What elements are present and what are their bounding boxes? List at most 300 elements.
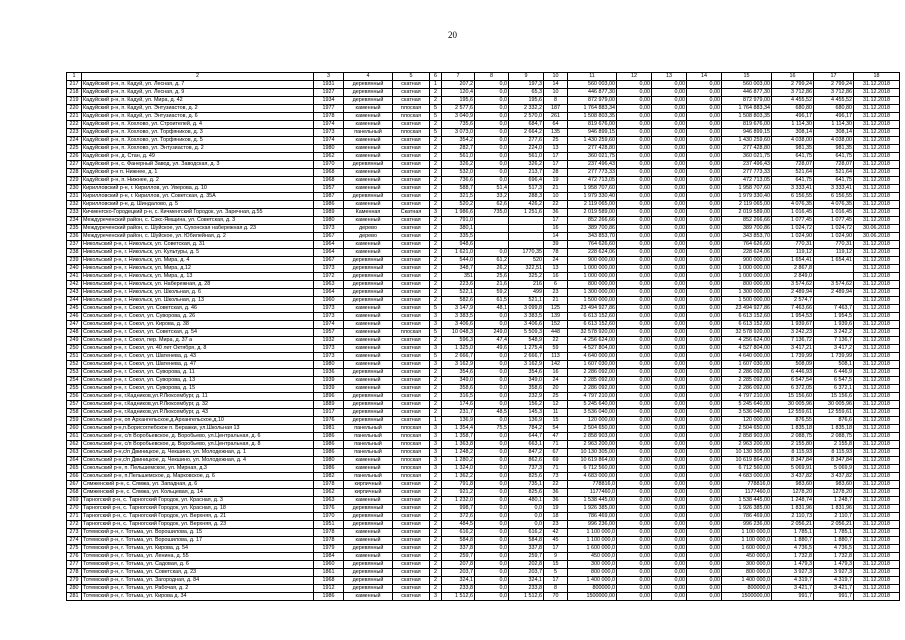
table-cell-col11: 1500000,00: [568, 593, 617, 601]
table-cell-col17: 5 069,9: [814, 465, 854, 473]
table-cell-col13: 0,00: [652, 289, 687, 297]
table-cell-col1: 260: [67, 425, 82, 433]
table-cell-col16: 1 654,41: [772, 257, 814, 265]
table-cell-col5: плоская: [393, 433, 430, 441]
table-cell-col13: 0,00: [652, 473, 687, 481]
table-cell-col7: 324,1: [442, 577, 475, 585]
table-cell-col3: 1982: [314, 473, 344, 481]
table-cell-col12: 0,00: [617, 553, 652, 561]
table-cell-col3: 1960: [314, 297, 344, 305]
table-cell-col1: 218: [67, 89, 82, 97]
table-cell-col3: 1968: [314, 577, 344, 585]
table-cell-col6: 2: [430, 585, 442, 593]
table-cell-col12: 0,00: [617, 209, 652, 217]
table-cell-col7: 1 621,0: [442, 249, 475, 257]
table-cell-col18: 31.12.2018: [854, 241, 900, 249]
table-cell-col3: 1978: [314, 481, 344, 489]
table-cell-col11: 120 000,00: [568, 417, 617, 425]
table-cell-col2: Сокольский р-н, г. Сокол, ул. Суворова, д. 11: [82, 369, 314, 377]
table-cell-col16: 521,64: [772, 169, 814, 177]
table-row: [67, 441, 900, 449]
table-cell-col6: 2: [430, 121, 442, 129]
table-cell-col4: каменный: [344, 529, 393, 537]
table-cell-col17: 2 155,8: [814, 441, 854, 449]
table-cell-col12: 0,00: [617, 281, 652, 289]
table-cell-col17: 7 136,7: [814, 337, 854, 345]
table-row: [67, 537, 900, 545]
table-cell-col8: 0,0: [475, 113, 509, 121]
table-cell-col12: 0,00: [617, 585, 652, 593]
table-cell-col2: Сокольский р-н, г. Сокол, ул. Советская, д. 54: [82, 329, 314, 337]
table-cell-col9: 233,8: [509, 585, 544, 593]
table-cell-col10: 24: [544, 377, 568, 385]
table-cell-col9: 426,2: [509, 201, 544, 209]
table-cell-col1: 217: [67, 81, 82, 89]
table-cell-col2: Никольский р-н, г. Никольск, ул. Школьная, д. 13: [82, 297, 314, 305]
table-cell-col6: 2: [430, 577, 442, 585]
table-cell-col4: каменный: [344, 345, 393, 353]
table-cell-col6: 2: [430, 377, 442, 385]
table-cell-col3: 1980: [314, 217, 344, 225]
table-cell-col2: Кадуйский р-н, п. Кадуй, ул. Энтузиастов, д. 6: [82, 113, 314, 121]
table-cell-col5: скатная: [393, 321, 430, 329]
table-cell-col4: каменный: [344, 537, 393, 545]
table-row: [67, 513, 900, 521]
table-cell-col14: 0,00: [687, 145, 722, 153]
header-cell-14: 14: [687, 73, 722, 81]
table-cell-col3: 1931: [314, 81, 344, 89]
table-cell-col7: 207,2: [442, 81, 475, 89]
table-cell-col14: 0,00: [687, 313, 722, 321]
table-cell-col2: Сокольский р-н, г. Сокол, ул. Шатенева, д. 47: [82, 361, 314, 369]
table-cell-col5: скатная: [393, 257, 430, 265]
table-cell-col13: 0,00: [652, 521, 687, 529]
table-cell-col17: 728,07: [814, 161, 854, 169]
table-row: [67, 505, 900, 513]
table-row: [67, 337, 900, 345]
table-cell-col11: 2 019 589,00: [568, 209, 617, 217]
table-cell-col10: 22: [544, 481, 568, 489]
table-cell-col10: 47: [544, 433, 568, 441]
table-cell-col7: 1 354,4: [442, 425, 475, 433]
table-cell-col13: 0,00: [652, 257, 687, 265]
table-cell-col8: 0,0: [475, 369, 509, 377]
table-cell-col15: 23 494 927,86: [722, 305, 772, 313]
table-cell-col8: [475, 241, 509, 249]
table-cell-col18: 31.12.2018: [854, 193, 900, 201]
table-cell-col3: 1980: [314, 361, 344, 369]
table-cell-col18: 31.12.2018: [854, 113, 900, 121]
table-cell-col14: 0,00: [687, 81, 722, 89]
table-cell-col5: скатная: [393, 153, 430, 161]
table-cell-col1: 263: [67, 449, 82, 457]
table-cell-col8: 61,5: [475, 297, 509, 305]
table-cell-col15: 277 773,33: [722, 169, 772, 177]
table-cell-col12: 0,00: [617, 465, 652, 473]
table-cell-col9: 202,8: [509, 561, 544, 569]
table-cell-col14: 0,00: [687, 361, 722, 369]
table-cell-col9: 224,0: [509, 145, 544, 153]
table-cell-col8: 0,0: [475, 561, 509, 569]
table-cell-col15: 1500000,00: [722, 593, 772, 601]
table-cell-col2: Сокольский р-н, г. Сокол, ул. Кирова, д. 38: [82, 321, 314, 329]
table-cell-col14: 0,00: [687, 97, 722, 105]
table-row: [67, 129, 900, 137]
table-cell-col9: 65,3: [509, 89, 544, 97]
table-cell-col13: 0,00: [652, 409, 687, 417]
table-cell-col18: 31.12.2018: [854, 537, 900, 545]
table-cell-col8: 33,2: [475, 193, 509, 201]
table-cell-col11: 1 926 385,00: [568, 505, 617, 513]
table-row: [67, 193, 900, 201]
table-cell-col14: 0,00: [687, 553, 722, 561]
table-cell-col5: плоская: [393, 449, 430, 457]
table-cell-col10: 16: [544, 273, 568, 281]
table-cell-col10: 36: [544, 489, 568, 497]
table-cell-col12: 0,00: [617, 297, 652, 305]
table-cell-col4: деревянный: [344, 521, 393, 529]
table-row: [67, 225, 900, 233]
table-cell-col6: 2: [430, 553, 442, 561]
table-cell-col2: Никольский р-н, г. Никольск, ул. Советская, д. 31: [82, 241, 314, 249]
table-cell-col15: 1 764 883,34: [722, 105, 772, 113]
table-cell-col12: 0,00: [617, 113, 652, 121]
table-cell-col2: Междуреченский район, с. Шуйское, ул. Юбилейная, д. 2: [82, 233, 314, 241]
table-cell-col18: 31.12.2018: [854, 409, 900, 417]
table-row: [67, 113, 900, 121]
table-cell-col2: Кирилловский р-н, г. Кириллов, ул. Уверова, д. 10: [82, 185, 314, 193]
table-cell-col3: 1973: [314, 345, 344, 353]
table-cell-col17: 1 016,45: [814, 209, 854, 217]
table-cell-col4: панельный: [344, 473, 393, 481]
table-cell-col3: 1962: [314, 489, 344, 497]
table-cell-col14: 0,00: [687, 177, 722, 185]
table-cell-col7: 174,6: [442, 401, 475, 409]
table-cell-col10: 10: [544, 89, 568, 97]
table-cell-col6: 2: [430, 393, 442, 401]
table-cell-col6: 2: [430, 193, 442, 201]
table-cell-col9: 3 383,5: [509, 313, 544, 321]
table-cell-col11: 2 504 650,00: [568, 425, 617, 433]
table-cell-col12: 0,00: [617, 121, 652, 129]
table-cell-col2: Кадуйский р-н, п. Кадуй, ул. Лесная, д. 9: [82, 89, 314, 97]
table-cell-col9: 326,2: [509, 161, 544, 169]
table-row: [67, 249, 900, 257]
table-cell-col13: 0,00: [652, 265, 687, 273]
table-cell-col4: деревянный: [344, 89, 393, 97]
table-cell-col6: 1: [430, 81, 442, 89]
table-cell-col1: 273: [67, 529, 82, 537]
table-cell-col8: 0,0: [475, 457, 509, 465]
table-cell-col7: 3 147,9: [442, 305, 475, 313]
table-cell-col4: каменный: [344, 329, 393, 337]
table-cell-col10: 71: [544, 441, 568, 449]
table-cell-col6: 3: [430, 441, 442, 449]
table-cell-col3: 1986: [314, 201, 344, 209]
table-cell-col12: 0,00: [617, 289, 652, 297]
table-row: [67, 273, 900, 281]
table-cell-col9: 288,3: [509, 193, 544, 201]
table-cell-col15: 4 527 804,00: [722, 345, 772, 353]
table-cell-col4: панельный: [344, 433, 393, 441]
table-cell-col17: 680,80: [814, 105, 854, 113]
table-row: [67, 577, 900, 585]
table-cell-col2: Тотемский р-н, г. Тотьма, ул. Кирова д. 34: [82, 593, 314, 601]
table-cell-col16: 2 867,8: [772, 265, 814, 273]
table-cell-col15: 2 119 065,00: [722, 201, 772, 209]
table-cell-col15: 6 613 152,60: [722, 321, 772, 329]
table-cell-col16: 1 024,72: [772, 225, 814, 233]
table-cell-col4: панельный: [344, 441, 393, 449]
table-cell-col18: 31.12.2018: [854, 385, 900, 393]
table-cell-col16: 1 739,99: [772, 353, 814, 361]
table-cell-col5: плоская: [393, 425, 430, 433]
table-cell-col10: 15: [544, 561, 568, 569]
table-cell-col7: 316,5: [442, 393, 475, 401]
table-cell-col6: 2: [430, 97, 442, 105]
table-cell-col8: 0,0: [475, 449, 509, 457]
table-cell-col10: 22: [544, 201, 568, 209]
table-cell-col3: 1889: [314, 401, 344, 409]
table-cell-col6: 2: [430, 241, 442, 249]
table-cell-col8: 0,0: [475, 537, 509, 545]
table-cell-col1: 230: [67, 185, 82, 193]
table-cell-col12: 0,00: [617, 321, 652, 329]
table-cell-col15: 1 508 803,35: [722, 113, 772, 121]
table-cell-col14: 0,00: [687, 89, 722, 97]
table-cell-col18: 31.12.2018: [854, 577, 900, 585]
table-row: [67, 89, 900, 97]
table-cell-col1: 232: [67, 201, 82, 209]
table-cell-col2: Кичменгско-Городецкий р-н, с. Кичменгский Городок, ул. Заречная, д.55: [82, 209, 314, 217]
table-row: [67, 401, 900, 409]
table-cell-col10: 23: [544, 521, 568, 529]
header-cell-17: 17: [814, 73, 854, 81]
table-cell-col11: 2 963 200,00: [568, 441, 617, 449]
table-cell-col4: деревянный: [344, 417, 393, 425]
table-cell-col1: 238: [67, 249, 82, 257]
table-cell-col12: 0,00: [617, 457, 652, 465]
table-cell-col15: 4 256 624,00: [722, 337, 772, 345]
table-row: [67, 593, 900, 601]
table-cell-col11: 343 853,70: [568, 233, 617, 241]
table-cell-col16: 2 489,94: [772, 289, 814, 297]
table-cell-col5: скатная: [393, 273, 430, 281]
table-cell-col14: 0,00: [687, 209, 722, 217]
table-cell-col13: 0,00: [652, 417, 687, 425]
table-cell-col6: 2: [430, 281, 442, 289]
table-cell-col6: 2: [430, 153, 442, 161]
table-cell-col8: 0,0: [475, 441, 509, 449]
table-cell-col8: 0,0: [475, 105, 509, 113]
table-cell-col10: 8: [544, 97, 568, 105]
table-cell-col12: 0,00: [617, 417, 652, 425]
table-cell-col9: 696,4: [509, 177, 544, 185]
table-cell-col9: 337,8: [509, 545, 544, 553]
table-cell-col3: 1986: [314, 465, 344, 473]
table-row: [67, 489, 900, 497]
table-cell-col4: каменный: [344, 201, 393, 209]
table-cell-col12: 0,00: [617, 521, 652, 529]
table-cell-col8: 0,0: [475, 161, 509, 169]
table-cell-col16: 1 732,8: [772, 553, 814, 561]
table-cell-col9: [509, 241, 544, 249]
table-cell-col18: 31.12.2018: [854, 401, 900, 409]
table-cell-col17: 3 574,62: [814, 281, 854, 289]
table-cell-col9: 203,7: [509, 569, 544, 577]
table-cell-col15: 1 979 330,40: [722, 193, 772, 201]
table-cell-col12: 0,00: [617, 529, 652, 537]
table-cell-col17: 983,60: [814, 481, 854, 489]
table-cell-col18: 31.12.2018: [854, 377, 900, 385]
table-cell-col3: 1974: [314, 137, 344, 145]
table-cell-col4: деревянный: [344, 265, 393, 273]
table-cell-col14: 0,00: [687, 217, 722, 225]
table-cell-col15: 4 640 000,00: [722, 353, 772, 361]
table-cell-col12: 0,00: [617, 401, 652, 409]
table-cell-col4: каменный: [344, 385, 393, 393]
table-cell-col17: 6 446,9: [814, 369, 854, 377]
table-cell-col2: Сокольский р-н, г. Сокол, ул. Суворова, д. 26: [82, 313, 314, 321]
table-row: [67, 553, 900, 561]
table-cell-col9: 197,3: [509, 81, 544, 89]
table-cell-col1: 271: [67, 513, 82, 521]
table-cell-col4: деревянный: [344, 289, 393, 297]
table-cell-col12: 0,00: [617, 273, 652, 281]
table-cell-col15: 1 538 445,00: [722, 497, 772, 505]
table-cell-col3: 1986: [314, 441, 344, 449]
table-cell-col9: 324,1: [509, 577, 544, 585]
table-cell-col2: Междуреченский район, с. Шуйское, ул. Сухонская набережная д. 23: [82, 225, 314, 233]
table-cell-col4: каменный: [344, 305, 393, 313]
table-cell-col3: 1980: [314, 145, 344, 153]
table-cell-col9: 737,3: [509, 465, 544, 473]
table-cell-col17: 4 736,5: [814, 545, 854, 553]
table-cell-col15: 5 245 640,00: [722, 401, 772, 409]
table-cell-col10: 10: [544, 193, 568, 201]
table-cell-col17: 641,75: [814, 153, 854, 161]
table-cell-col15: 2 019 589,00: [722, 209, 772, 217]
table-cell-col16: 641,75: [772, 177, 814, 185]
table-cell-col14: 0,00: [687, 449, 722, 457]
table-cell-col7: 561,0: [442, 153, 475, 161]
table-cell-col18: 31.12.2018: [854, 345, 900, 353]
table-cell-col17: [814, 265, 854, 273]
table-cell-col6: 2: [430, 249, 442, 257]
table-cell-col13: 0,00: [652, 545, 687, 553]
table-cell-col11: 1 500 000,00: [568, 297, 617, 305]
table-cell-col7: 321,5: [442, 193, 475, 201]
table-cell-col15: 2 285 092,00: [722, 377, 772, 385]
table-cell-col5: скатная: [393, 377, 430, 385]
table-cell-col10: 19: [544, 177, 568, 185]
table-cell-col18: 31.12.2018: [854, 313, 900, 321]
table-cell-col7: 616,2: [442, 529, 475, 537]
table-cell-col5: скатная: [393, 97, 430, 105]
table-cell-col15: 946 899,15: [722, 129, 772, 137]
table-cell-col9: 499: [509, 289, 544, 297]
table-cell-col11: 277 773,33: [568, 169, 617, 177]
table-cell-col17: 30 005,96: [814, 401, 854, 409]
table-cell-col14: 0,00: [687, 345, 722, 353]
table-cell-col1: 246: [67, 313, 82, 321]
table-cell-col6: 3: [430, 433, 442, 441]
table-cell-col12: 0,00: [617, 577, 652, 585]
table-cell-col8: 0,0: [475, 401, 509, 409]
table-cell-col11: 764 626,60: [568, 241, 617, 249]
table-cell-col7: 195,6: [442, 97, 475, 105]
table-cell-col8: 59,2: [475, 289, 509, 297]
table-cell-col15: 10 130 305,00: [722, 449, 772, 457]
table-row: [67, 121, 900, 129]
table-cell-col16: 3 712,86: [772, 89, 814, 97]
table-cell-col5: скатная: [393, 577, 430, 585]
table-cell-col13: 0,00: [652, 273, 687, 281]
table-cell-col16: 3 574,62: [772, 281, 814, 289]
table-cell-col7: 203,7: [442, 569, 475, 577]
table-cell-col3: 1967: [314, 233, 344, 241]
table-row: [67, 281, 900, 289]
table-cell-col4: деревянный: [344, 193, 393, 201]
table-cell-col15: 2 504 650,00: [722, 425, 772, 433]
table-cell-col3: 1917: [314, 409, 344, 417]
table-cell-col15: 1 100 000,0: [722, 537, 772, 545]
table-cell-col1: 220: [67, 105, 82, 113]
table-cell-col2: Тарногский р-н, с. Тарногский Городок, ул. Верхняя, д. 21: [82, 513, 314, 521]
table-cell-col5: скатная: [393, 369, 430, 377]
table-cell-col1: 253: [67, 369, 82, 377]
table-cell-col8: 249,0: [475, 329, 509, 337]
table-cell-col12: 0,00: [617, 361, 652, 369]
table-cell-col4: деревянный: [344, 569, 393, 577]
header-cell-16: 16: [772, 73, 814, 81]
table-cell-col3: 1981: [314, 425, 344, 433]
table-cell-col17: 770,31: [814, 241, 854, 249]
table-cell-col18: 31.12.2018: [854, 449, 900, 457]
table-cell-col1: 277: [67, 561, 82, 569]
table-cell-col3: 1976: [314, 417, 344, 425]
table-cell-col12: 0,00: [617, 185, 652, 193]
table-cell-col4: каменный: [344, 145, 393, 153]
table-cell-col13: 0,00: [652, 113, 687, 121]
table-cell-col4: каменный: [344, 593, 393, 601]
table-cell-col11: 1 430 259,60: [568, 137, 617, 145]
table-cell-col1: 224: [67, 137, 82, 145]
header-cell-5: 5: [393, 73, 430, 81]
table-cell-col12: 0,00: [617, 217, 652, 225]
table-cell-col5: скатная: [393, 401, 430, 409]
table-cell-col18: 31.12.2018: [854, 145, 900, 153]
table-cell-col8: 0,0: [475, 393, 509, 401]
table-cell-col14: 0,00: [687, 441, 722, 449]
table-cell-col4: деревянный: [344, 505, 393, 513]
table-cell-col2: Кадуйский р-н, п. Хохлово, ул. Торфяников, д. 5: [82, 137, 314, 145]
table-cell-col4: каменный: [344, 553, 393, 561]
table-cell-col10: 139: [544, 313, 568, 321]
table-cell-col11: 472 713,05: [568, 177, 617, 185]
table-cell-col7: 354,6: [442, 369, 475, 377]
table-cell-col9: 847,2: [509, 449, 544, 457]
table-cell-col17: 641,75: [814, 177, 854, 185]
table-cell-col7: 326,2: [442, 161, 475, 169]
table-cell-col7: 1 512,6: [442, 593, 475, 601]
table-cell-col11: 996 236,00: [568, 521, 617, 529]
table-cell-col8: 0,0: [475, 553, 509, 561]
table-cell-col10: 11: [544, 409, 568, 417]
table-cell-col8: 0,0: [475, 377, 509, 385]
table-cell-col14: 0,00: [687, 377, 722, 385]
table-cell-col14: 0,00: [687, 137, 722, 145]
